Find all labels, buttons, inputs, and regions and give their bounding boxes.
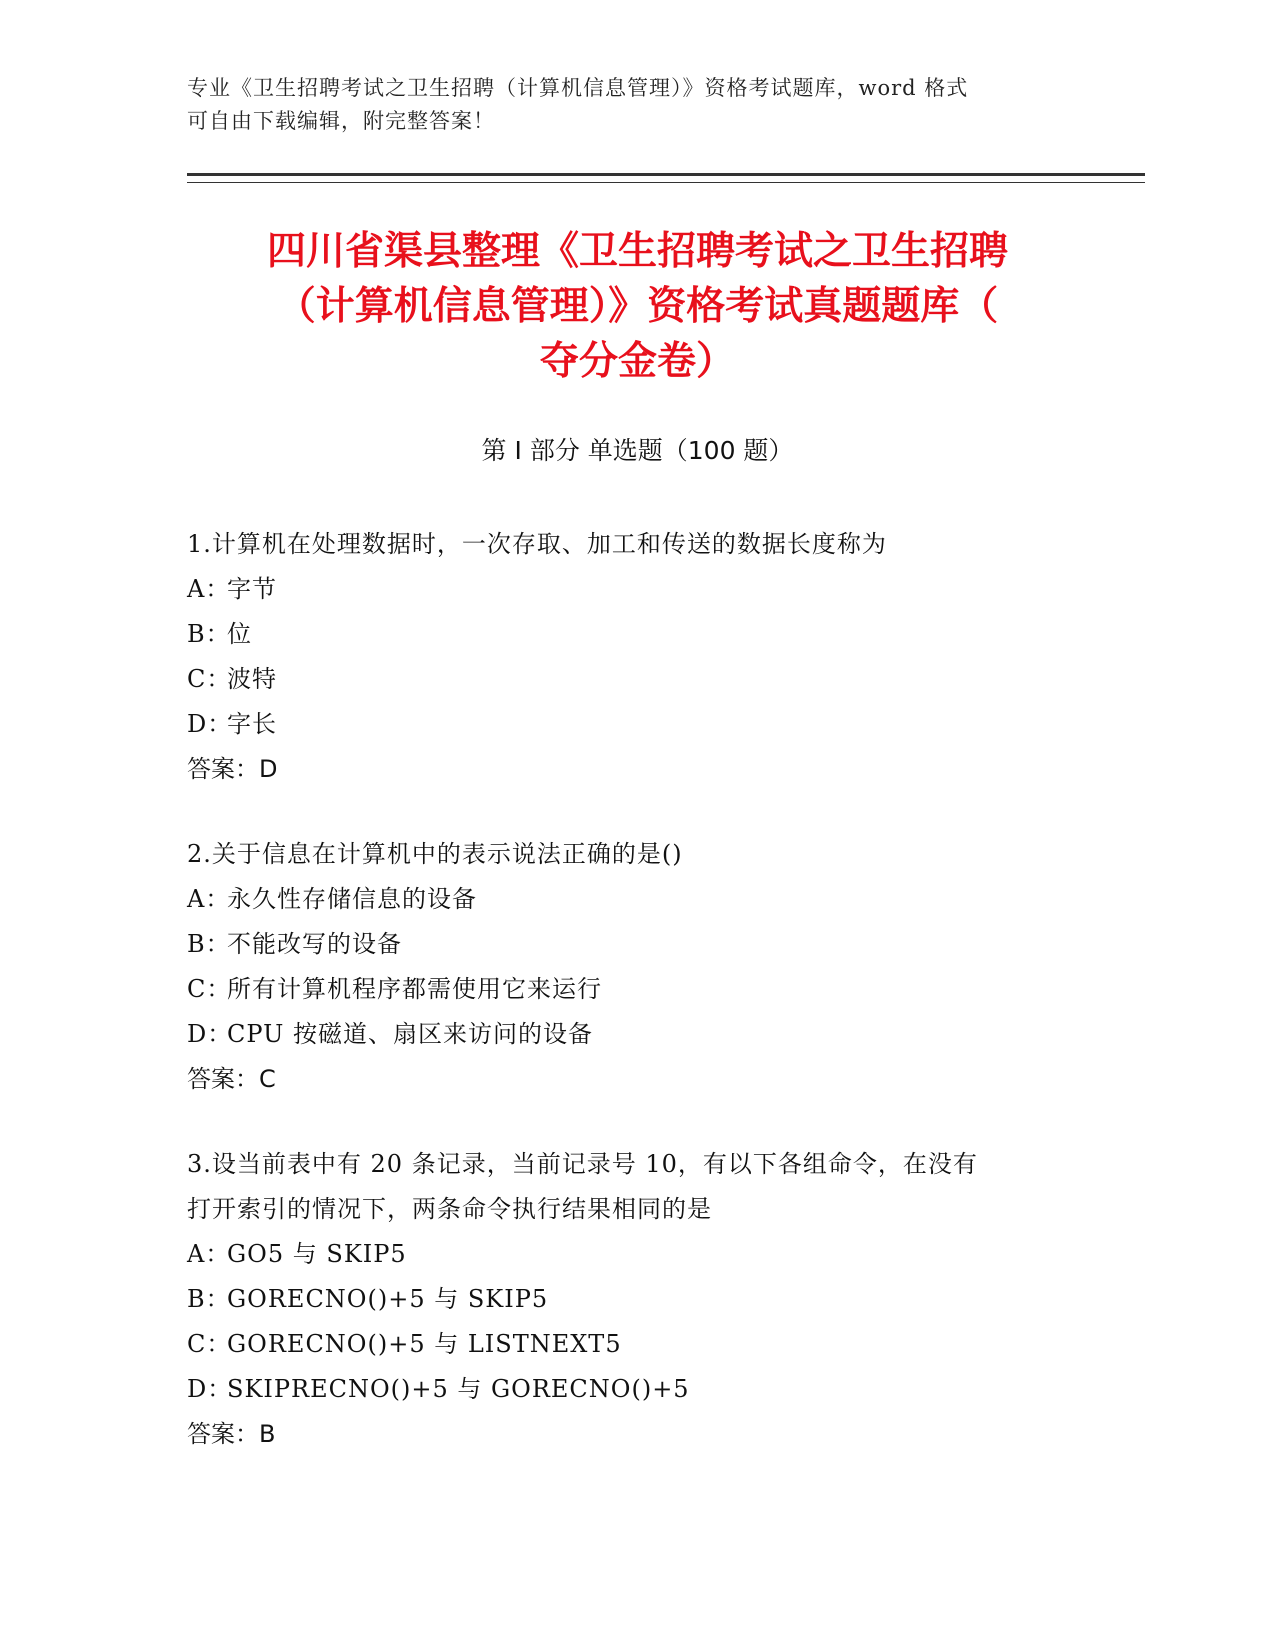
option-text: 波特 xyxy=(227,665,277,693)
option-text: 字节 xyxy=(227,575,277,603)
option-a xyxy=(187,567,1087,612)
option-letter: C： xyxy=(187,1330,232,1358)
question-item xyxy=(187,522,1087,792)
header-note xyxy=(187,72,1067,138)
option-a xyxy=(187,1232,1087,1277)
answer-line: 答案：D xyxy=(187,755,278,783)
header-divider-thin xyxy=(187,182,1145,183)
option-text: GO5 与 SKIP5 xyxy=(227,1240,407,1268)
option-b xyxy=(187,612,1087,657)
option-b xyxy=(187,922,1087,967)
header-note-line-2: 可自由下载编辑，附完整答案！ xyxy=(187,109,495,133)
document-title-line-2: （计算机信息管理）》资格考试真题题库（ xyxy=(276,284,999,329)
option-c xyxy=(187,657,1087,702)
option-a xyxy=(187,877,1087,922)
option-letter: B： xyxy=(187,620,231,648)
answer-line: 答案：C xyxy=(187,1065,276,1093)
header-note-line-1: 专业《卫生招聘考试之卫生招聘（计算机信息管理）》资格考试题库，word 格式 xyxy=(187,76,969,100)
option-letter: D： xyxy=(187,710,233,738)
option-text: 字长 xyxy=(227,710,277,738)
option-text: 永久性存储信息的设备 xyxy=(227,885,477,913)
option-b xyxy=(187,1277,1087,1322)
option-letter: B： xyxy=(187,930,231,958)
option-letter: A： xyxy=(187,885,231,913)
question-stem xyxy=(187,522,1087,567)
option-c xyxy=(187,967,1087,1012)
header-divider-thick xyxy=(187,173,1145,176)
section-heading: 第 I 部分 单选题（100 题） xyxy=(481,436,794,465)
document-title xyxy=(150,224,1125,389)
question-stem-line: 1.计算机在处理数据时，一次存取、加工和传送的数据长度称为 xyxy=(187,530,887,558)
question-stem-line: 打开索引的情况下，两条命令执行结果相同的是 xyxy=(187,1195,712,1223)
option-text: 所有计算机程序都需使用它来运行 xyxy=(227,975,602,1003)
option-letter: C： xyxy=(187,975,232,1003)
question-stem-line: 3.设当前表中有 20 条记录，当前记录号 10，有以下各组命令，在没有 xyxy=(187,1150,978,1178)
question-item xyxy=(187,832,1087,1102)
question-list xyxy=(187,522,1087,1497)
option-text: 不能改写的设备 xyxy=(227,930,402,958)
question-stem xyxy=(187,1142,1087,1232)
question-stem xyxy=(187,832,1087,877)
option-d xyxy=(187,1012,1087,1057)
option-letter: A： xyxy=(187,575,231,603)
option-letter: D： xyxy=(187,1375,233,1403)
option-text: GORECNO()+5 与 SKIP5 xyxy=(227,1285,549,1313)
option-letter: D： xyxy=(187,1020,233,1048)
question-stem-line: 2.关于信息在计算机中的表示说法正确的是() xyxy=(187,840,683,868)
document-title-line-3: 夺分金卷） xyxy=(539,339,735,384)
option-letter: B： xyxy=(187,1285,231,1313)
option-letter: A： xyxy=(187,1240,231,1268)
option-text: 位 xyxy=(227,620,252,648)
option-text: SKIPRECNO()+5 与 GORECNO()+5 xyxy=(227,1375,690,1403)
answer-line: 答案：B xyxy=(187,1420,276,1448)
option-c xyxy=(187,1322,1087,1367)
question-item xyxy=(187,1142,1087,1457)
option-text: CPU 按磁道、扇区来访问的设备 xyxy=(227,1020,593,1048)
option-text: GORECNO()+5 与 LISTNEXT5 xyxy=(227,1330,622,1358)
option-d xyxy=(187,1367,1087,1412)
option-d xyxy=(187,702,1087,747)
document-title-line-1: 四川省渠县整理《卫生招聘考试之卫生招聘 xyxy=(266,229,1008,274)
option-letter: C： xyxy=(187,665,232,693)
